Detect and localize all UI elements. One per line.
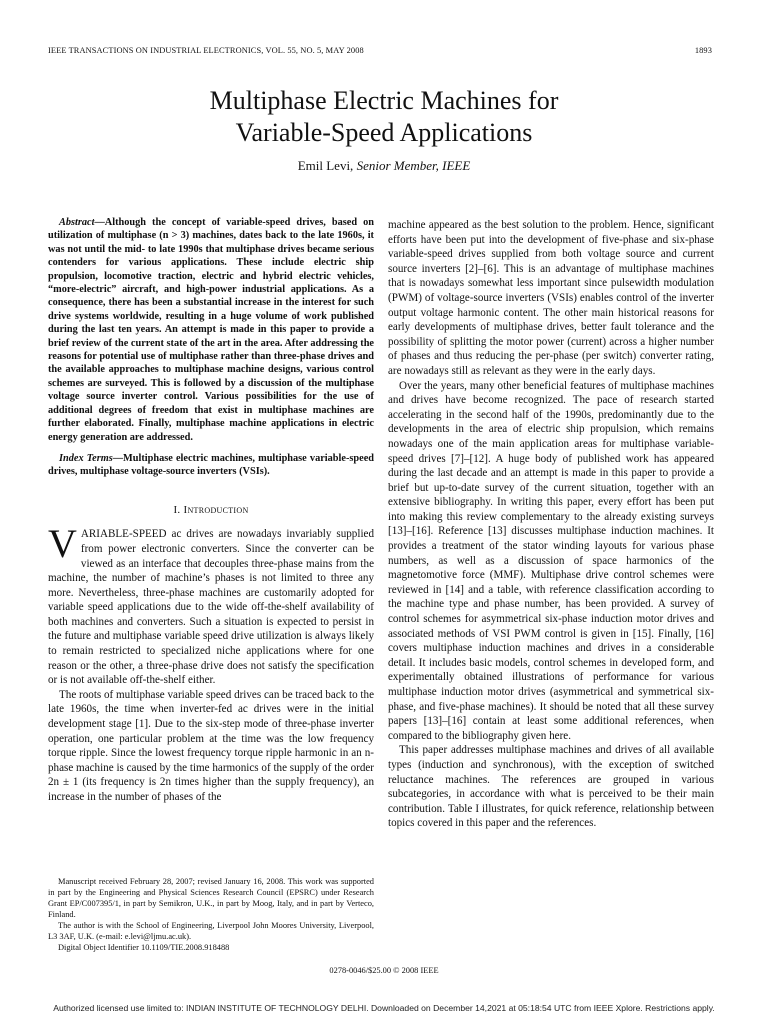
page-number: 1893 <box>694 46 712 55</box>
footnote <box>48 876 374 953</box>
journal-name: IEEE TRANSACTIONS ON INDUSTRIAL ELECTRONICS, VOL. 55, NO. 5, MAY 2008 <box>48 46 364 55</box>
body-paragraph-1 <box>48 521 374 688</box>
author-name: Emil Levi, <box>297 158 357 173</box>
copyright-line: 0278-0046/$25.00 © 2008 IEEE <box>329 966 439 975</box>
footnote-manuscript: Manuscript received February 28, 2007; revised January 16, 2008. This work was supported in part by the Engineering and Physical Sciences Research Council (EPSRC) under Research Grant EP/C007395/1, in part by Semikron, U.K., in part by Moog, Italy, and in part by Verteco, Finland. <box>48 877 374 919</box>
license-notice: Authorized licensed use limited to: INDIAN INSTITUTE OF TECHNOLOGY DELHI. Downloaded on December 14,2021 at 05:18:54 UTC from IEEE Xplore. Restrictions apply. <box>53 1003 715 1013</box>
body-paragraph-1-text: ARIABLE-SPEED ac drives are nowadays invariably supplied from power electronic converters. Since the converter can be viewed as an interface that decouples three-phase mains from the machine, the number of machine’s phases is not limited to three any more. Nevertheless, three-phase machines are customarily adopted for variable speed applications due to the wide off-the-shelf availability of both machines and converters. Such a situation is expected to persist in the future and multiphase variable speed drive utilization is always likely to remain restricted to specialized niche applications where for one reason or the other, a three-phase drive does not satisfy the specification or is not available off-the-shelf either. <box>48 528 374 687</box>
paper-title <box>0 85 768 149</box>
title-line-1: Multiphase Electric Machines for <box>209 86 559 115</box>
body-paragraph-3: machine appeared as the best solution to the problem. Hence, significant efforts have been put into the development of five-phase and six-phase variable-speed drives supplied from both voltage source and current source inverters [2]–[6]. This is an advantage of multiphase machines that is nowadays somewhat less important since pulsewidth modulation (PWM) of voltage-source inverters (VSIs) enables control of the inverter output voltage harmonic content. The other main historical reasons for early developments of multiphase drives, better fault tolerance and the possibility of splitting the motor power (current) across a higher number of phases and thus reducing the per-phase (per switch) converter rating, are nowadays still as relevant as they were in the early days. <box>388 219 714 377</box>
section-number: I. <box>173 503 184 516</box>
footnote-affiliation: The author is with the School of Engineering, Liverpool John Moores University, Liverpool, L3 3AF, U.K. (e-mail: e.levi@ljmu.ac.uk). <box>48 921 374 941</box>
title-line-2: Variable-Speed Applications <box>235 118 533 147</box>
abstract-text: —Although the concept of variable-speed drives, based on utilization of multiphase (n > 3) machines, dates back to the late 1960s, it was not until the mid- to late 1990s that multiphase drives became serious contenders for various applications. These include electric ship propulsion, locomotive traction, electric and hybrid electric vehicles, “more-electric” aircraft, and high-power industrial applications. As a consequence, there has been a substantial increase in the interest for such drive systems worldwide, resulting in a huge volume of work published during the last ten years. An attempt is made in this paper to provide a brief review of the current state of the art in the area. After addressing the reasons for potential use of multiphase rather than three-phase drives and the available approaches to multiphase machine designs, various control schemes are surveyed. This is followed by a discussion of the multiphase voltage source inverter control. Various possibilities for the use of additional degrees of freedom that exist in multiphase machines are further elaborated. Finally, multiphase machine applications in electric energy generation are addressed. <box>48 217 374 443</box>
body-paragraph-4: Over the years, many other beneficial features of multiphase machines and drives have become recognized. The pace of research started accelerating in the second half of the 1990s, predominantly due to the developments in the area of electric ship propulsion, which remains nowadays one of the main application areas for multiphase variable-speed drives [7]–[12]. A huge body of published work has appeared during the last decade and an attempt is made in this paper to provide a brief but up-to-date survey of the current situation, together with an extensive bibliography. In writing this paper, every effort has been put into making this review complementary to the already existing surveys [13]–[16]. Reference [13] discusses multiphase induction machines. It provides a treatment of the stator winding layouts for various phase numbers, as well as a discussion of space harmonics of the magnetomotive force (MMF). Multiphase drive control schemes were reviewed in [14] and a table, with reference classification according to the machine type and phase number, has been provided. A survey of control schemes for asymmetrical six-phase induction motor drives and associated methods of VSI PWM control is given in [15]. Finally, [16] covers multiphase induction machines and drives in a considerable detail. It includes basic models, control schemes in developed form, and experimentally obtained illustrations of performance for various multiphase induction motor drives (asymmetrical and symmetrical six-phase, and five-phase machines). It should be noted that all these survey papers [13]–[16] contain at least some additional references, when compared to the bibliography given here. <box>388 379 714 742</box>
author-role: Senior Member, IEEE <box>356 158 471 173</box>
footnote-doi: Digital Object Identifier 10.1109/TIE.2008.918488 <box>58 943 230 952</box>
abstract-lead: Abstract <box>59 217 95 228</box>
drop-cap: V <box>48 521 77 567</box>
right-column <box>388 218 714 831</box>
body-paragraph-5: This paper addresses multiphase machines and drives of all available types (induction and synchronous), with the exception of switched reluctance machines. The references are grouped in various subcategories, in accordance with what is perceived to be their main contribution. Table I illustrates, for quick reference, relationship between topics covered in this paper and the references. <box>388 744 714 830</box>
index-terms-text: —Multiphase electric machines, multiphase variable-speed drives, multiphase voltage-source inverters (VSIs). <box>48 452 374 478</box>
index-terms <box>48 452 374 479</box>
body-paragraph-2: The roots of multiphase variable speed drives can be traced back to the late 1960s, the time when inverter-fed ac drives were in the initial development stage [1]. Due to the six-step mode of three-phase inverter operation, one particular problem at the time was the low frequency torque ripple. Since the lowest frequency torque ripple harmonic in an n-phase machine is caused by the time harmonics of the supply of the order 2n ± 1 (its frequency is 2n times higher than the supply frequency), an increase in the number of phases of the <box>48 688 374 803</box>
section-heading <box>48 503 374 518</box>
index-terms-lead: Index Terms <box>59 452 113 464</box>
author-line <box>0 158 768 174</box>
abstract <box>48 216 374 444</box>
left-column <box>48 216 374 805</box>
section-title: Introduction <box>183 503 249 516</box>
